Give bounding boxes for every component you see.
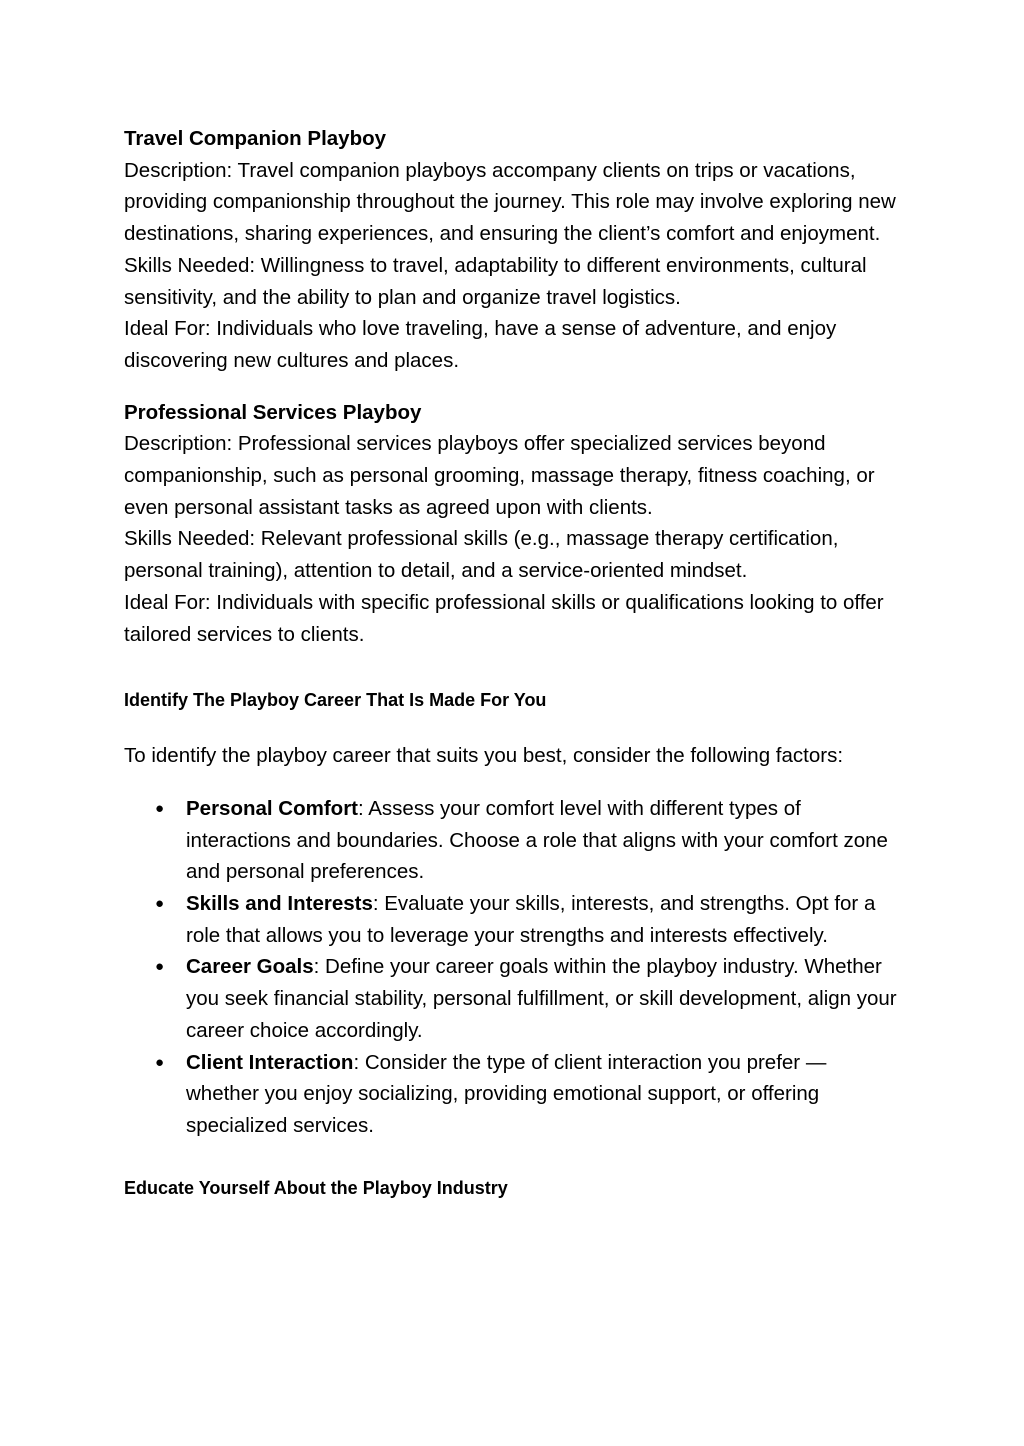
list-item [155,888,904,951]
factors-list [124,793,904,1142]
factor-term: Personal Comfort [186,796,358,820]
bullet-icon: ● [155,1053,165,1071]
factor-text: : Evaluate your skills, interests, and strengths. Opt for a role that allows you to leverage your strengths and interests effectively. [186,892,876,947]
bullet-icon: ● [155,958,165,976]
section-description: Description: Professional services playboys offer specialized services beyond companionship, such as personal grooming, massage therapy, fitness coaching, or even personal assistant tasks as agreed upon with clients. [124,432,875,519]
section-skills: Skills Needed: Relevant professional skills (e.g., massage therapy certification, personal training), attention to detail, and a service-oriented mindset. [124,527,839,583]
section-ideal-for: Ideal For: Individuals with specific professional skills or qualifications looking to offer tailored services to clients. [124,590,884,646]
document-page [124,123,904,1200]
factor-term: Skills and Interests [186,892,373,916]
bullet-icon: ● [155,799,165,817]
identify-career-heading: Identify The Playboy Career That Is Made For You [124,690,547,711]
factor-term: Career Goals [186,955,314,979]
section-ideal-for: Ideal For: Individuals who love traveling, have a sense of adventure, and enjoy discovering new cultures and places. [124,317,837,372]
factor-text: : Assess your comfort level with different types of interactions and boundaries. Choose a role that aligns with your comfort zone and personal preferences. [186,796,888,884]
bullet-icon: ● [155,895,165,913]
factor-text: : Define your career goals within the playboy industry. Whether you seek financial stability, personal fulfillment, or skill development, align your career choice accordingly. [186,955,897,1042]
list-item [155,793,904,888]
section-title: Travel Companion Playboy [124,127,387,150]
section-professional-services [124,397,904,651]
educate-heading: Educate Yourself About the Playboy Industry [124,1177,508,1198]
list-item [155,1047,904,1142]
factor-text: : Consider the type of client interaction you prefer — whether you enjoy socializing, providing emotional support, or offering specialized services. [186,1050,827,1137]
section-travel-companion [124,123,904,377]
section-skills: Skills Needed: Willingness to travel, adaptability to different environments, cultural sensitivity, and the ability to plan and organize travel logistics. [124,253,867,309]
section-description: Description: Travel companion playboys accompany clients on trips or vacations, providing companionship throughout the journey. This role may involve exploring new destinations, sharing experiences, and ensuring the client’s comfort and enjoyment. [124,158,896,246]
identify-intro: To identify the playboy career that suits you best, consider the following factors: [124,744,844,768]
list-item [155,951,904,1046]
factor-term: Client Interaction [186,1050,354,1074]
section-title: Professional Services Playboy [124,400,422,424]
